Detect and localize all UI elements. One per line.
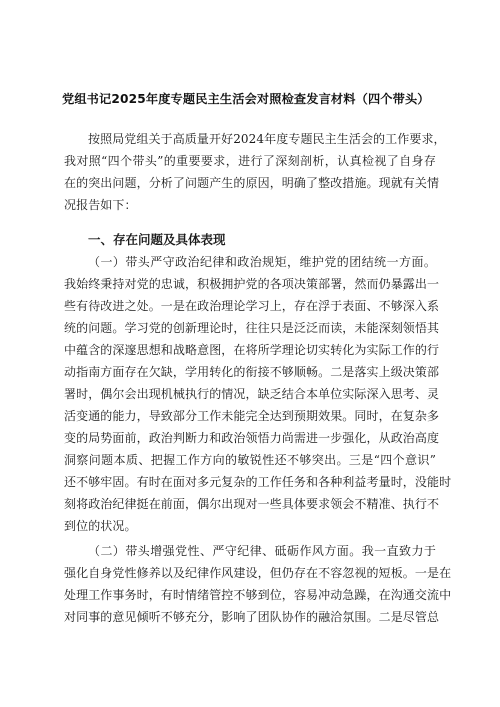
document-title: 党组书记2025年度专题民主生活会对照检查发言材料（四个带头） [62, 92, 430, 106]
paragraph-line: 署时，偶尔会出现机械执行的情况，缺乏结合本单位实际深入思考、灵 [64, 387, 440, 401]
paragraph-line: 处理工作事务时，有时情绪管控不够到位，容易冲动急躁，在沟通交流中 [64, 588, 452, 602]
section-heading: 一、存在问题及具体表现 [88, 232, 226, 247]
paragraph-line: 洞察问题本质、把握工作方向的敏锐性还不够突出。三是“四个意识” [64, 453, 436, 467]
paragraph-line: 刻将政治纪律挺在前面，偶尔出现对一些具体要求领会不精准、执行不 [64, 497, 440, 511]
paragraph-line: （一）带头严守政治纪律和政治规矩，维护党的团结统一方面。 [88, 255, 436, 269]
intro-line: 况报告如下： [64, 198, 137, 212]
paragraph-line: 强化自身党性修养以及纪律作风建设，但仍存在不容忽视的短板。一是在 [64, 566, 452, 580]
paragraph-line: （二）带头增强党性、严守纪律、砥砺作风方面。我一直致力于 [88, 544, 436, 558]
intro-line: 按照局党组关于高质量开好2024年度专题民主生活会的工作要求， [88, 132, 446, 146]
paragraph-line: 统的问题。学习党的创新理论时，往往只是泛泛而读，未能深刻领悟其 [64, 321, 440, 335]
paragraph-line: 些有待改进之处。一是在政治理论学习上，存在浮于表面、不够深入系 [64, 299, 440, 313]
intro-line: 在的突出问题，分析了问题产生的原因，明确了整改措施。现就有关情 [64, 176, 440, 190]
paragraph-line: 活变通的能力，导致部分工作未能完全达到预期效果。同时，在复杂多 [64, 409, 440, 423]
paragraph-line: 到位的状况。 [64, 519, 137, 533]
paragraph-line: 还不够牢固。有时在面对多元复杂的工作任务和各种利益考量时，没能时 [64, 475, 452, 489]
paragraph-line: 我始终秉持对党的忠诚，积极拥护党的各项决策部署，然而仍暴露出一 [64, 277, 440, 291]
paragraph-line: 动指南方面存在欠缺，学用转化的衔接不够顺畅。二是落实上级决策部 [64, 365, 440, 379]
paragraph-line: 中蕴含的深邃思想和战略意图，在将所学理论切实转化为实际工作的行 [64, 343, 440, 357]
paragraph-line: 对同事的意见倾听不够充分，影响了团队协作的融洽氛围。二是尽管总 [64, 610, 440, 624]
paragraph-line: 变的局势面前，政治判断力和政治领悟力尚需进一步强化，从政治高度 [64, 431, 440, 445]
intro-line: 我对照“四个带头”的重要要求，进行了深刻剖析，认真检视了自身存 [64, 154, 436, 168]
